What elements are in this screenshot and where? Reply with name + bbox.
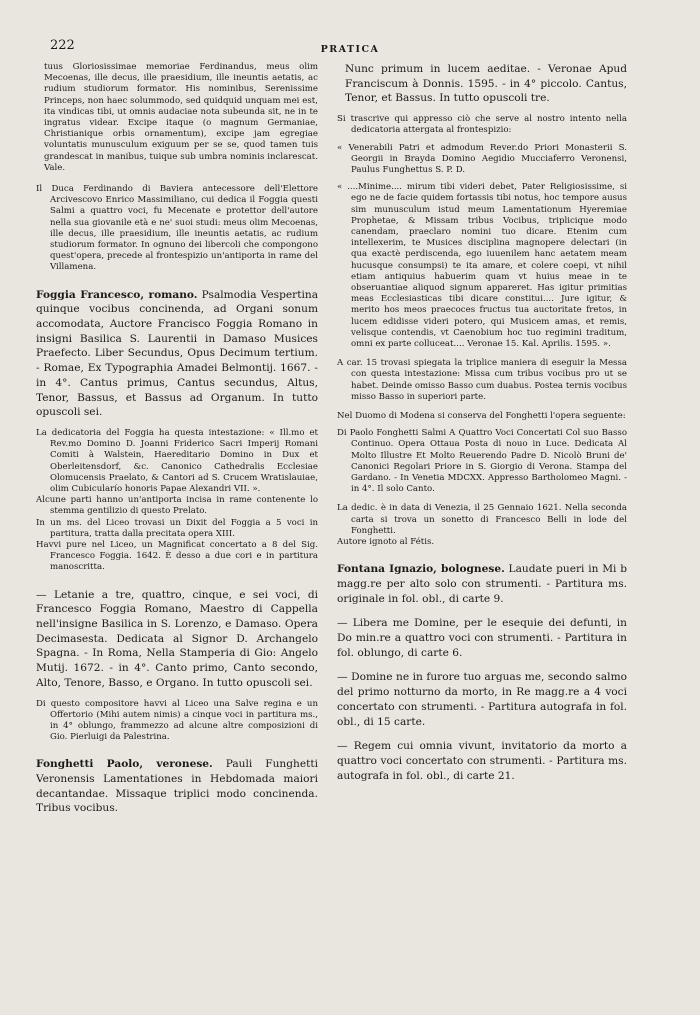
salmi-entry: Di Paolo Fonghetti Salmi A Quattro Voci Concertati Col suo Basso Continuo. Opera Ottaua Posta di nouo in Luce. Dedicata Al Molto Illustre Et Molto Reuerendo Padre D. Nicolò Bruni de' Canonici Regolari Priore in S. Giorgio di Verona. Stampa del Gardano. - In Venetia MDCXX. Appresso Bartholomeo Magni. - in 4°. Il solo Canto. xyxy=(337,428,627,495)
libera-entry: — Libera me Domine, per le esequie dei defunti, in Do min.re a quattro voci con strumenti. - Partitura in fol. oblungo, di carte 6. xyxy=(337,617,627,659)
dedication-end: tuus Gloriosissimae memoriae Ferdinandus, meus olim Mecoenas, ille decus, ille praesidium, ille ineuntis aetatis, ac rudium studiorum formator. His nominibus, Serenissime Princeps, non haec solummodo, sed quidquid unquam mei est, ita vindicas tibi, ut omnis audaciae nota subeunda sit, ne in te ingratus videar. Excipe itaque (o magnum Germaniae, Christianique orbis ornamentum), excipe jam egregiae voluntatis munusculum exiguum per se se, quod tamen tuis grandescat in manibus, tuique sub umbra nominis inclarescat. Vale. xyxy=(44,62,318,173)
modena-note: Nel Duomo di Modena si conserva del Fonghetti l'opera seguente: xyxy=(337,410,626,421)
venerabili-address: « Venerabili Patri et admodum Rever.do Priori Monasterii S. Georgii in Brayda Domino Aegidio Mucciaferro Veronensi, Paulus Funghettus S. P. D. xyxy=(337,142,627,175)
magnificat-note: Havvi pure nel Liceo, un Magnificat concertato a 8 del Sig. Francesco Foggia. 1642. È desso a due cori e in partitura manoscritta. xyxy=(36,540,318,573)
dixit-note: In un ms. del Liceo trovasi un Dixit del Foggia a 5 voci in partitura, tratta dalla precitata opera XIII. xyxy=(36,517,318,539)
page-number: 222 xyxy=(50,38,75,53)
duke-note: Il Duca Ferdinando di Baviera antecessore dell'Elettore Arcivescovo Enrico Massimiliano, cui dedica il Foggia questi Salmi a quattro voci, fu Mecenate e protettor dell'autore nella sua giovanile età e ne' suoi studi: meus olim Mecoenas, ille decus, ille praesidium, ille ineuntis aetatis, ac rudium studiorum formator. In ognuno dei libercoli che compongono quest'opera, precede al frontespizio un'antiporta in rame del Villamena. xyxy=(36,184,318,273)
car15-note: A car. 15 trovasi spiegata la triplice maniera di eseguir la Messa con questa intestazione: Missa cum tribus vocibus pro ut se habet. Deinde omisso Basso cum duabus. Postea ternis vocibus misso Basso in superiori parte. xyxy=(337,358,627,402)
fontana-name: Fontana Ignazio, bolognese. xyxy=(337,563,505,576)
salve-note: Di questo compositore havvi al Liceo una Salve regina e un Offertorio (Mihi autem nimis) a cinque voci in partitura ms., in 4° oblungo, frammezzo ad alcune altre composizioni di Gio. Pierluigi da Palestrina. xyxy=(36,698,318,743)
letanie-entry: — Letanie a tre, quattro, cinque, e sei voci, di Francesco Foggia Romano, Maestro di Cappella nell'insigne Basilica in S. Lorenzo, e Damaso. Opera Decimasesta. Dedicata al Signor D. Archangelo Spagna. - In Roma, Nella Stamperia di Gio: Angelo Mutij. 1672. - in 4°. Canto primo, Canto secondo, Alto, Tenore, Basso, e Organo. In tutto opuscoli sei. xyxy=(36,588,318,689)
antiporta-note: Alcune parti hanno un'antiporta incisa in rame contenente lo stemma gentilizio di questo Prelato. xyxy=(36,495,318,517)
foggia-name: Foggia Francesco, romano. xyxy=(36,288,198,301)
regem-entry: — Regem cui omnia vivunt, invitatorio da morto a quattro voci concertato con strumenti. - Partitura ms. autografa in fol. obl., di carte 21. xyxy=(337,740,627,782)
foggia-dedication: La dedicatoria del Foggia ha questa intestazione: « Ill.mo et Rev.mo Domino D. Joanni Friderico Sacri Imperij Romani Comiti à Walstein, Haereditario Domino in Dux et Oberleitensdorf, &c. Canonico Cathedralis Ecclesiae Olomucensis Praelato, & Cantori ad S. Crucem Wratislauiae, olim Cubicularío honoris Papae Alexandri VII. ». xyxy=(36,427,318,494)
running-title: PRATICA xyxy=(320,44,380,55)
domine-entry: — Domine ne in furore tuo arguas me, secondo salmo del primo notturno da morto, in Re magg.re a 4 voci concertato con strumenti. - Partitura autografa in fol. obl., di 15 carte. xyxy=(337,671,627,728)
fontana-entry xyxy=(337,562,627,606)
minime-letter: « ....Minime.... mirum tibi videri debet, Pater Religiosissime, si ego ne de facie quidem fortassis tibi notus, hoc tempore ausus sim munusculum istud meum Lamentationum Hyeremiae Prophetae, & Missam tribus Vocibus, triplicique modo canendam, praeclaro nomini tuo dicare. Etenim cum intellexerim, te Musices disciplina magnopere delectari (in qua exactè perdiscenda, ego iuuenilem hanc aetatem meam hucusque consumpsi) te ita amare, et colere coepi, vt nihil etiam antiquius habuerim quam vt huius meae in te obseruantiae aliquod signum appareret. Has igitur primitias meas Ecclesiasticas tibi dicare constitui.... Jure igitur, & merito hos meos praecoces fructus tua auctoritate fretos, in lucem edidisse videri potero, qui Musicem amas, et remis, velisque contendis, vt Caenobium hoc tuo regimini traditum, omni ex parte colluceat.... Veronae 15. Kal. Aprilis. 1595. ». xyxy=(337,182,627,349)
foggia-text: Psalmodia Vespertina quinque vocibus concinenda, ad Organi sonum accomodata, Auctore Francisco Foggia Romano in insigni Basilica S. Laurentii in Damaso Musices Praefecto. Liber Secundus, Opus Decimum tertium. - Romae, Ex Typographia Amadei Belmontij. 1667. - in 4°. Cantus primus, Cantus secundus, Altus, Tenor, Bassus, et Bassus ad Organum. In tutto opuscoli sei. xyxy=(36,288,319,419)
dedic-date: La dedic. è in data di Venezia, il 25 Gennaio 1621. Nella seconda carta si trova un sonetto di Francesco Belli in lode del Fonghetti. xyxy=(337,503,627,536)
right-column xyxy=(337,62,627,783)
fonghetti-text: Pauli Funghetti Veronensis Lamentationes in Hebdomada maiori decantandae. Missaque triplici modo concinenda. Tribus vocibus. xyxy=(36,758,318,815)
left-column xyxy=(36,62,318,816)
fonghetti-name: Fonghetti Paolo, veronese. xyxy=(36,758,213,771)
foggia-entry xyxy=(36,288,318,420)
author-unknown: Autore ignoto al Fétis. xyxy=(337,537,435,548)
nunc-primum: Nunc primum in lucem aeditae. - Veronae Apud Franciscum à Donnis. 1595. - in 4° piccolo. Cantus, Tenor, et Bassus. In tutto opuscoli tre. xyxy=(345,63,627,105)
fonghetti-entry xyxy=(36,757,318,816)
fontana-text: Laudate pueri in Mi b magg.re per alto solo con strumenti. - Partitura ms. originale in fol. obl., di carte 9. xyxy=(337,563,627,605)
transcribe-note: Si trascrive qui appresso ciò che serve al nostro intento nella dedicatoria attergata al frontespizio: xyxy=(337,114,627,136)
